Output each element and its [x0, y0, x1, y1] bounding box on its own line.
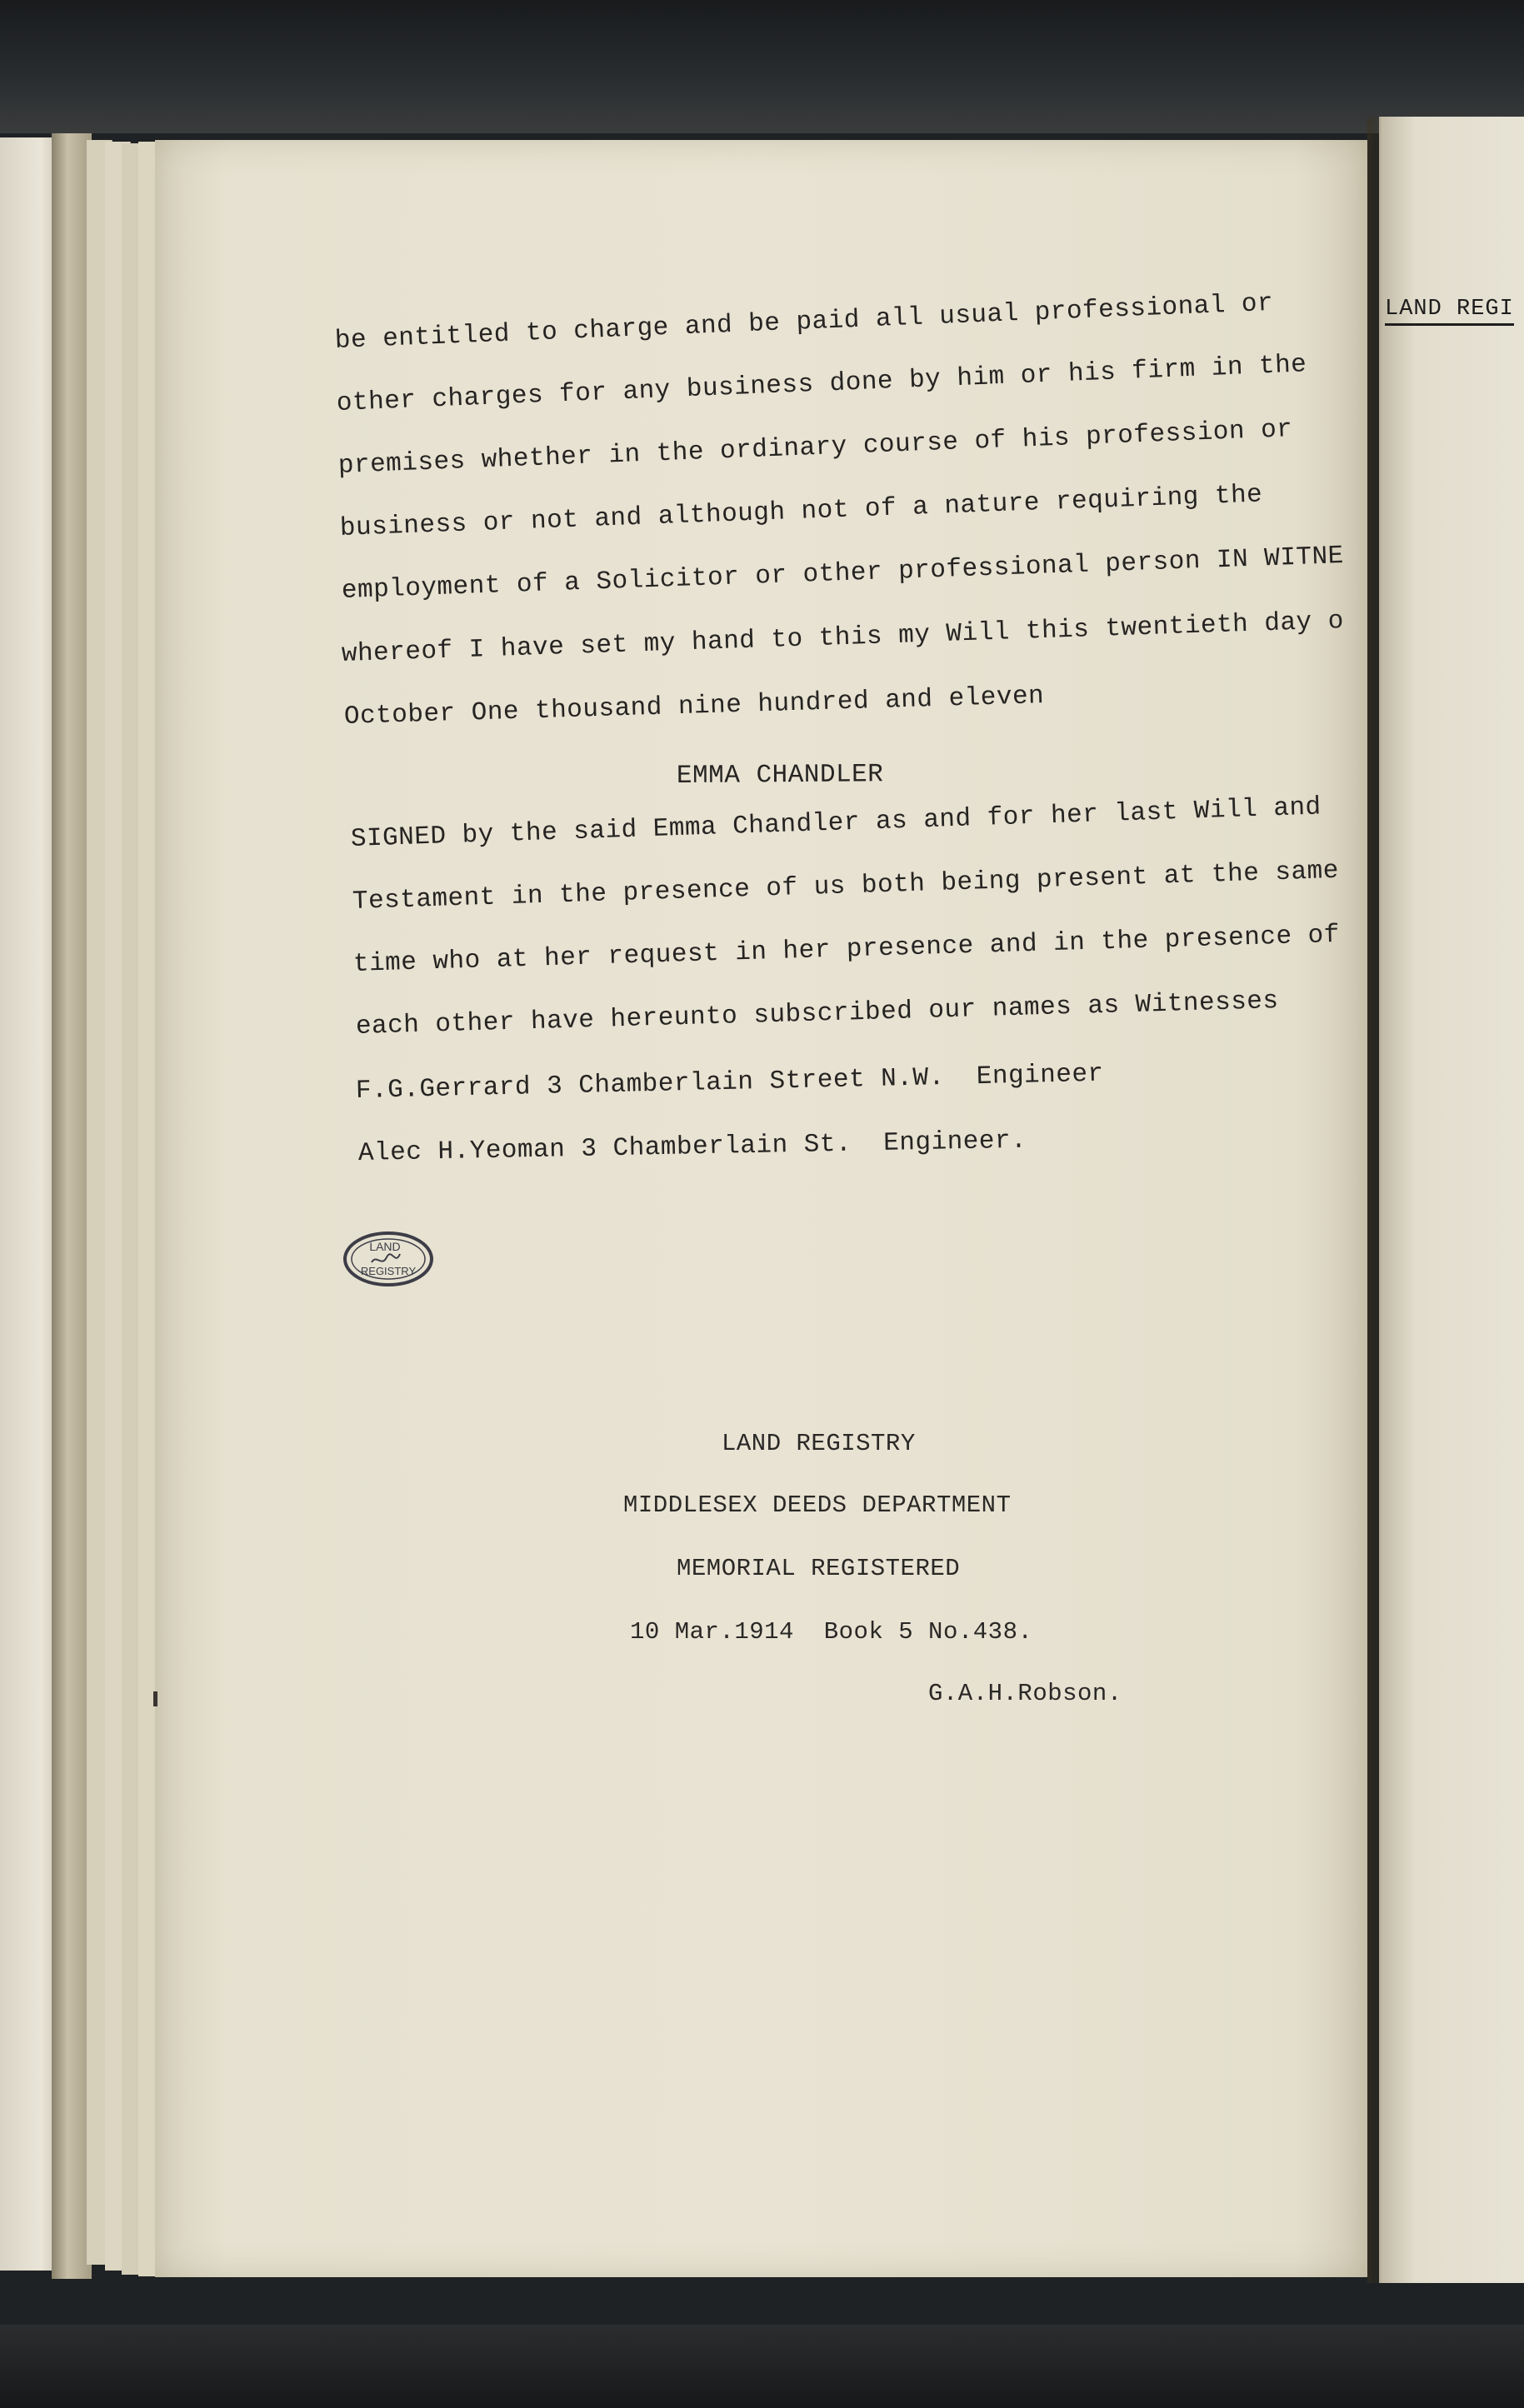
right-facing-page — [1379, 117, 1524, 2283]
witness-line: Alec H.Yeoman 3 Chamberlain St. Engineer. — [357, 1126, 1027, 1168]
will-line: other charges for any business done by him or his firm in the — [336, 350, 1308, 418]
book-binding-bottom — [0, 2325, 1524, 2408]
will-line: premises whether in the ordinary course of his profession or — [337, 415, 1294, 481]
registry-office: LAND REGISTRY — [722, 1430, 916, 1457]
seal-text-top: LAND — [369, 1240, 401, 1253]
will-line: October One thousand nine hundred and eleven — [343, 682, 1045, 732]
registry-department: MIDDLESEX DEEDS DEPARTMENT — [623, 1491, 1012, 1519]
will-line: whereof I have set my hand to this my Will this twentieth day o — [341, 607, 1345, 669]
page-shadow — [1367, 117, 1382, 2283]
page-gutter — [52, 133, 92, 2279]
attestation-line: time who at her request in her presence and in the presence of — [352, 920, 1341, 979]
seal-text-bottom: REGISTRY — [360, 1265, 417, 1277]
attestation-line: SIGNED by the said Emma Chandler as and for her last Will and — [350, 792, 1322, 854]
will-line: be entitled to charge and be paid all usual professional or — [334, 288, 1274, 356]
will-line: business or not and although not of a nature requiring the — [339, 480, 1263, 543]
registrar-signature: G.A.H.Robson. — [928, 1680, 1122, 1707]
testator-signature: EMMA CHANDLER — [676, 760, 884, 791]
witness-line: F.G.Gerrard 3 Chamberlain Street N.W. Engineer — [355, 1059, 1105, 1106]
attestation-line: Testament in the presence of us both being present at the same — [352, 856, 1340, 917]
registration-status: MEMORIAL REGISTERED — [677, 1555, 961, 1582]
will-line: employment of a Solicitor or other professional person IN WITNE — [341, 542, 1345, 606]
registration-entry: 10 Mar.1914 Book 5 No.438. — [630, 1618, 1033, 1646]
right-page-heading: LAND REGI — [1385, 295, 1514, 326]
land-registry-seal-icon — [342, 1229, 435, 1289]
left-facing-page — [0, 137, 58, 2271]
margin-mark — [153, 1691, 157, 1706]
attestation-line: each other have hereunto subscribed our names as Witnesses — [355, 987, 1280, 1042]
book-binding-top — [0, 0, 1524, 133]
